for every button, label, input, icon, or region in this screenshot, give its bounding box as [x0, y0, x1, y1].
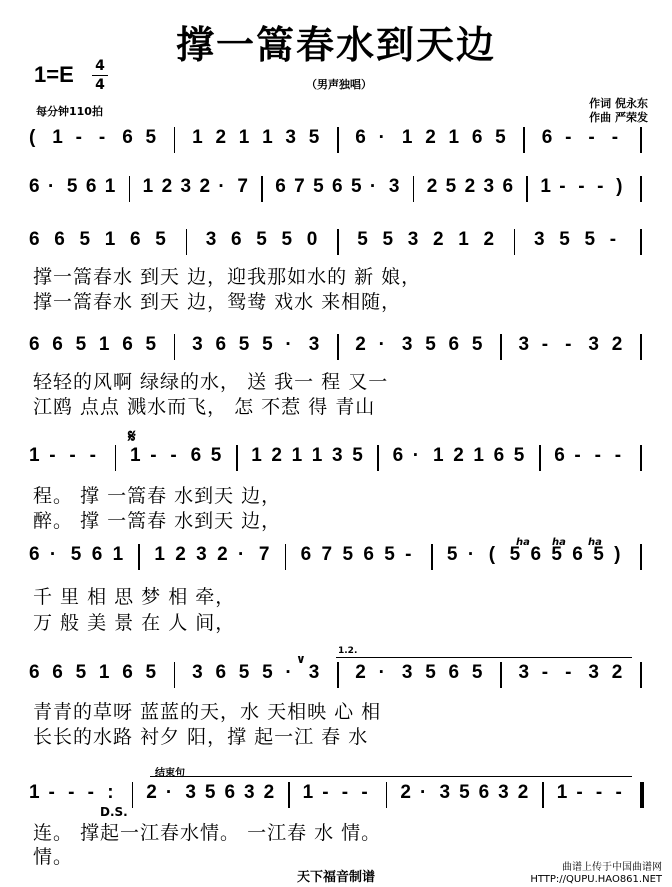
note: 5 [308, 127, 320, 148]
breath-mark: ∨ [296, 652, 306, 666]
lyrics-s4-verse1: 轻轻的风啊 绿绿的水， 送 我一 程 又一 [33, 371, 389, 393]
note: - [615, 782, 622, 803]
note: 6 [122, 662, 133, 683]
note: 1 [473, 445, 484, 466]
note: 5 [513, 445, 525, 466]
note: 6 [29, 334, 40, 355]
note: 6 [130, 229, 141, 250]
barline [288, 782, 290, 808]
ds-mark: D.S. [100, 805, 128, 819]
volta-bracket [336, 657, 632, 658]
system-2 [0, 172, 672, 206]
note: 5 [357, 229, 368, 250]
note: 0 [306, 229, 318, 250]
note: · [237, 544, 245, 565]
subtitle: （男声独唱） [306, 78, 372, 91]
note: 3 [192, 334, 203, 355]
barline [640, 782, 644, 808]
barline [132, 782, 134, 808]
note: 2 [271, 445, 282, 466]
note: 6 [190, 445, 202, 466]
note: 5 [155, 229, 166, 250]
barline [413, 176, 415, 202]
note: 5 [425, 662, 436, 683]
note: - [48, 782, 55, 803]
note: - [49, 445, 56, 466]
note: 6 [29, 229, 40, 250]
watermark-line2: HTTP://QUPU.HAO861.NET [530, 874, 662, 885]
barline [640, 544, 642, 570]
note: ) [614, 544, 621, 565]
lyrics-s3-verse1: 撑一篙春水 到天 边，迎我那如水的 新 娘， [33, 266, 422, 288]
lyrics-s5-verse1: 程。 撑 一篙春 水到天 边， [33, 485, 282, 507]
note: 7 [321, 544, 333, 565]
note: 1 [192, 127, 203, 148]
note: 3 [285, 127, 296, 148]
note: · [49, 544, 57, 565]
barline [526, 176, 528, 202]
note: 3 [244, 782, 255, 803]
note: 7 [237, 176, 248, 197]
lyrics-s5-verse2: 醉。 撑 一篙春 水到天 边， [33, 510, 282, 532]
note: - [541, 662, 549, 683]
note: 6 [471, 127, 483, 148]
note: 5 [70, 544, 82, 565]
system-3 [0, 225, 672, 259]
note: 3 [332, 445, 343, 466]
barline [236, 445, 238, 471]
note: 2 [400, 782, 411, 803]
note: 1 [29, 445, 40, 466]
note: 3 [588, 334, 599, 355]
lyrics-s8-verse2: 情。 [33, 846, 74, 868]
note: - [614, 445, 622, 466]
system-1 [0, 123, 672, 157]
note: 2 [517, 782, 529, 803]
ending-mark: 结束句 [155, 768, 185, 779]
note: 5 [262, 662, 273, 683]
note: 1 [142, 176, 154, 197]
note: 5 [559, 229, 570, 250]
note: 5 [350, 176, 362, 197]
note: 6 [52, 662, 63, 683]
note: - [341, 782, 349, 803]
note: 6 [122, 127, 133, 148]
note: 6 [215, 334, 227, 355]
note: - [595, 782, 603, 803]
note: 6 [355, 127, 366, 148]
note: 2 [175, 544, 186, 565]
note: 6 [300, 544, 312, 565]
note: 1 [433, 445, 444, 466]
note: 5 [210, 445, 222, 466]
ha-mark-3: ha [588, 537, 602, 548]
note: 1 [540, 176, 551, 197]
note: - [170, 445, 177, 466]
note: 2 [355, 334, 366, 355]
barline [174, 127, 176, 153]
ha-mark-2: ha [552, 537, 566, 548]
system-4 [0, 330, 672, 364]
note: 1 [104, 176, 116, 197]
note: 3 [483, 176, 495, 197]
barline [431, 544, 433, 570]
note: 3 [192, 662, 203, 683]
note: 6 [122, 334, 133, 355]
note: 6 [29, 176, 40, 197]
note: 6 [572, 544, 583, 565]
note: 1 [130, 445, 141, 466]
note: 6 [502, 176, 514, 197]
footer-credit: 天下福音制谱 [296, 870, 375, 885]
note: · [378, 334, 385, 355]
note: 6 [275, 176, 286, 197]
barline [337, 334, 339, 360]
time-bottom: 4 [95, 77, 105, 93]
barline [285, 544, 287, 570]
lyrics-s4-verse2: 江鸥 点点 溅水而飞， 怎 不惹 得 青山 [33, 396, 376, 418]
barline [129, 176, 131, 202]
note: · [369, 176, 377, 197]
note: 2 [355, 662, 366, 683]
lyricist: 作词 倪永东 [589, 97, 648, 110]
note: 5 [445, 176, 457, 197]
note: · [165, 782, 173, 803]
note: ( [29, 127, 36, 148]
watermark [530, 862, 662, 886]
note: 5 [75, 334, 87, 355]
note: · [467, 544, 475, 565]
note: 5 [75, 662, 87, 683]
note: : [107, 782, 114, 803]
note: - [588, 127, 595, 148]
note: 2 [453, 445, 464, 466]
note: 1 [104, 229, 116, 250]
note: 6 [29, 544, 40, 565]
note: 3 [498, 782, 509, 803]
note: 3 [388, 176, 400, 197]
note: - [609, 229, 617, 250]
tempo: 每分钟110拍 [36, 105, 103, 118]
note: 7 [258, 544, 270, 565]
barline [386, 782, 388, 808]
note: · [285, 662, 292, 683]
note: 1 [458, 229, 469, 250]
note: 6 [29, 662, 40, 683]
note: 6 [224, 782, 236, 803]
note: 3 [180, 176, 192, 197]
note: 6 [541, 127, 553, 148]
note: 6 [448, 334, 460, 355]
note: 2 [483, 229, 495, 250]
note: 5 [551, 544, 562, 565]
watermark-line1: 曲谱上传于中国曲谱网 [562, 862, 662, 873]
note: 5 [593, 544, 604, 565]
note: · [285, 334, 292, 355]
note: - [594, 445, 601, 466]
note: - [89, 445, 96, 466]
note: 5 [145, 334, 157, 355]
note: 6 [554, 445, 565, 466]
note: 1 [251, 445, 262, 466]
note: 5 [471, 662, 483, 683]
note: 5 [238, 334, 250, 355]
note: 6 [85, 176, 97, 197]
lyrics-s8-verse1: 连。 撑起一江春水情。 一江春 水 情。 [33, 822, 382, 844]
note: - [565, 334, 572, 355]
note: · [218, 176, 225, 197]
note: 5 [145, 127, 157, 148]
barline [640, 127, 642, 153]
barline [500, 662, 502, 688]
note: 5 [382, 229, 394, 250]
time-divider [92, 75, 108, 76]
note: 1 [29, 782, 40, 803]
note: 3 [518, 334, 530, 355]
note: 3 [401, 334, 413, 355]
note: 5 [238, 662, 250, 683]
barline [640, 229, 642, 255]
note: - [597, 176, 604, 197]
note: 6 [448, 662, 460, 683]
note: · [378, 662, 385, 683]
note: 5 [262, 334, 273, 355]
note: - [98, 127, 106, 148]
note: 5 [256, 229, 267, 250]
note: - [565, 127, 572, 148]
ha-mark-1: ha [516, 537, 530, 548]
note: 6 [91, 544, 103, 565]
note: - [322, 782, 329, 803]
note: 3 [401, 662, 413, 683]
note: 6 [231, 229, 242, 250]
note: 5 [584, 229, 596, 250]
note: 2 [215, 127, 227, 148]
barline [138, 544, 140, 570]
segno-mark: 𝄋 [128, 426, 136, 447]
note: · [412, 445, 420, 466]
note: 5 [384, 544, 395, 565]
note: 5 [66, 176, 78, 197]
note: 6 [493, 445, 505, 466]
note: 2 [433, 229, 444, 250]
note: 5 [471, 334, 483, 355]
note: - [541, 334, 549, 355]
note: 1 [52, 127, 63, 148]
note: 1 [262, 127, 273, 148]
barline [640, 662, 642, 688]
note: 1 [291, 445, 303, 466]
note: 3 [308, 662, 320, 683]
key-signature: 1=E [34, 62, 74, 87]
note: 1 [311, 445, 323, 466]
note: ( [488, 544, 496, 565]
note: 5 [204, 782, 216, 803]
barline [377, 445, 379, 471]
note: 5 [352, 445, 363, 466]
time-top: 4 [95, 58, 105, 74]
note: 6 [530, 544, 542, 565]
note: 3 [205, 229, 217, 250]
note: - [559, 176, 566, 197]
note: 2 [199, 176, 211, 197]
note: - [574, 445, 581, 466]
note: 1 [401, 127, 413, 148]
barline [640, 176, 642, 202]
song-title: 撑一篙春水到天边 [175, 22, 496, 67]
barline [640, 445, 642, 471]
note: 3 [407, 229, 419, 250]
barline [337, 127, 339, 153]
note: 1 [112, 544, 124, 565]
lyrics-s7-verse2: 长长的水路 衬夕 阳，撑 起一江 春 水 [33, 726, 369, 748]
lyrics-s7-verse1: 青青的草呀 蓝蓝的天，水 天相映 心 相 [33, 701, 382, 723]
note: 1 [556, 782, 568, 803]
note: 1 [154, 544, 165, 565]
note: - [565, 662, 572, 683]
note: 2 [161, 176, 173, 197]
note: 5 [425, 334, 436, 355]
note: 2 [611, 334, 623, 355]
note: 2 [217, 544, 228, 565]
barline [514, 229, 516, 255]
lyrics-s6-verse2: 万 般 美 景 在 人 间， [33, 612, 236, 634]
barline [640, 334, 642, 360]
note: 6 [52, 334, 63, 355]
note: 5 [342, 544, 354, 565]
barline [115, 445, 117, 471]
note: 3 [185, 782, 196, 803]
note: 1 [448, 127, 460, 148]
note: 3 [534, 229, 545, 250]
composer: 作曲 严荣发 [589, 111, 648, 124]
note: - [75, 127, 82, 148]
barline [523, 127, 525, 153]
note: 2 [146, 782, 157, 803]
barline [539, 445, 541, 471]
note: 2 [426, 176, 438, 197]
note: 1 [98, 662, 110, 683]
note: 5 [79, 229, 91, 250]
note: - [578, 176, 585, 197]
note: 3 [308, 334, 320, 355]
note: 1 [238, 127, 250, 148]
note: 3 [588, 662, 599, 683]
ending-bracket [150, 776, 632, 777]
note: - [87, 782, 94, 803]
note: 5 [495, 127, 506, 148]
note: 5 [313, 176, 324, 197]
note: 6 [363, 544, 374, 565]
lyrics-s6-verse1: 千 里 相 思 梦 相 牵， [33, 586, 236, 608]
note: 7 [294, 176, 305, 197]
note: - [150, 445, 157, 466]
barline [337, 662, 339, 688]
note: · [378, 127, 385, 148]
note: 6 [332, 176, 343, 197]
barline [186, 229, 188, 255]
note: 1 [98, 334, 110, 355]
note: - [69, 445, 76, 466]
time-signature [92, 58, 108, 93]
note: 6 [478, 782, 490, 803]
note: 5 [145, 662, 157, 683]
note: 3 [439, 782, 451, 803]
note: 3 [518, 662, 530, 683]
note: 3 [196, 544, 207, 565]
note: 6 [54, 229, 65, 250]
barline [174, 662, 176, 688]
barline [500, 334, 502, 360]
note: - [576, 782, 583, 803]
system-5 [0, 441, 672, 475]
barline [337, 229, 339, 255]
note: 2 [263, 782, 275, 803]
note: 2 [464, 176, 476, 197]
note: 1 [302, 782, 314, 803]
system-6 [0, 540, 672, 574]
note: 6 [392, 445, 404, 466]
barline [542, 782, 544, 808]
note: 5 [281, 229, 293, 250]
note: - [361, 782, 368, 803]
barline [261, 176, 263, 202]
note: 2 [611, 662, 623, 683]
barline [174, 334, 176, 360]
note: - [611, 127, 619, 148]
system-7 [0, 658, 672, 692]
note: · [47, 176, 55, 197]
note: 2 [425, 127, 436, 148]
lyrics-s3-verse2: 撑一篙春水 到天 边，鸳鸯 戏水 来相随， [33, 291, 402, 313]
volta-mark: 1.2. [338, 646, 358, 656]
note: - [405, 544, 412, 565]
note: 6 [215, 662, 227, 683]
note: 5 [509, 544, 521, 565]
note: 5 [459, 782, 470, 803]
note: 5 [446, 544, 458, 565]
note: · [419, 782, 427, 803]
note: - [68, 782, 75, 803]
note: ) [616, 176, 623, 197]
